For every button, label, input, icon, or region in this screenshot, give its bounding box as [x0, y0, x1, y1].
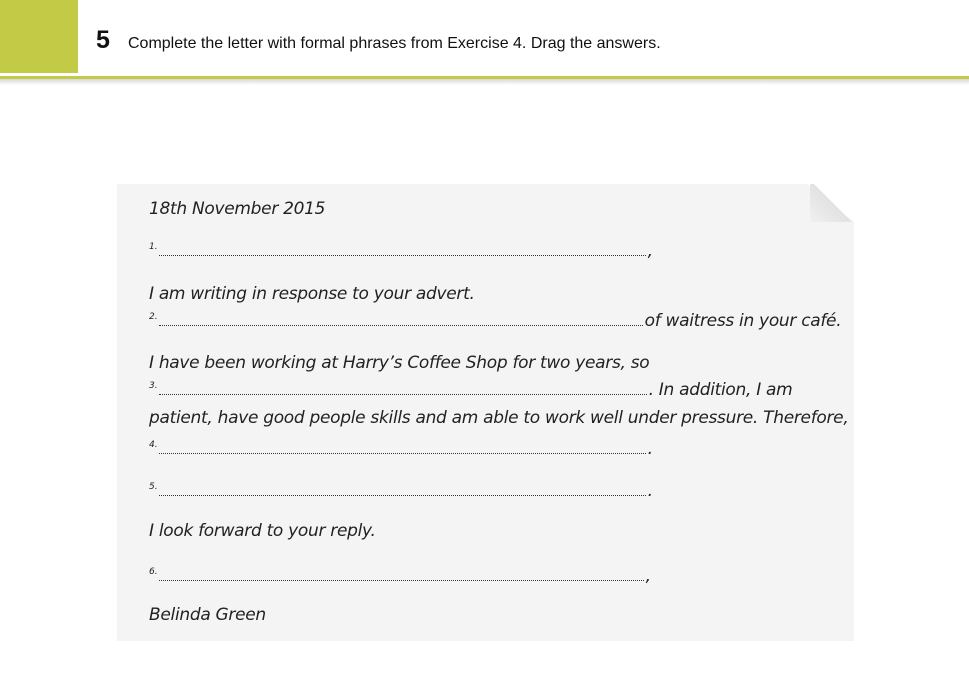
letter-date: 18th November 2015: [149, 199, 326, 219]
drop-target-2[interactable]: [159, 324, 643, 326]
letter-line-experience: I have been working at Harry’s Coffee Shop for two years, so: [149, 353, 650, 373]
drop-target-5[interactable]: [159, 494, 646, 496]
blank-tail: ,: [645, 566, 651, 586]
drop-target-6[interactable]: [159, 579, 644, 581]
header-divider-shadow: [0, 79, 969, 85]
blank-row-6: [149, 564, 651, 586]
blank-row-2: [149, 309, 841, 331]
letter-signature: Belinda Green: [149, 605, 266, 625]
letter-line-qualities: patient, have good people skills and am able to work well under pressure. Therefore,: [149, 408, 849, 428]
letter-line-response: I am writing in response to your advert.: [149, 284, 475, 304]
blank-number: 1.: [149, 242, 158, 252]
blank-number: 3.: [149, 381, 158, 391]
blank-row-5: [149, 479, 653, 501]
letter-line-closing: I look forward to your reply.: [149, 521, 376, 541]
blank-tail: .: [647, 439, 653, 459]
drop-target-4[interactable]: [159, 452, 646, 454]
blank-row-3: [149, 378, 792, 400]
drop-target-1[interactable]: [159, 254, 646, 256]
drop-target-3[interactable]: [159, 393, 647, 395]
blank-number: 6.: [149, 567, 158, 577]
blank-number: 2.: [149, 312, 158, 322]
exercise-number: 5: [96, 26, 110, 54]
blank-number: 5.: [149, 482, 158, 492]
blank-tail: ,: [647, 241, 653, 261]
blank-tail: . In addition, I am: [648, 380, 793, 400]
blank-tail: of waitress in your café.: [644, 311, 842, 331]
letter-folded-corner: [810, 184, 855, 222]
blank-row-1: [149, 239, 653, 261]
blank-tail: .: [647, 481, 653, 501]
exercise-instruction: Complete the letter with formal phrases from Exercise 4. Drag the answers.: [128, 35, 661, 52]
blank-row-4: [149, 437, 653, 459]
header-accent-block: [0, 0, 78, 73]
blank-number: 4.: [149, 440, 158, 450]
